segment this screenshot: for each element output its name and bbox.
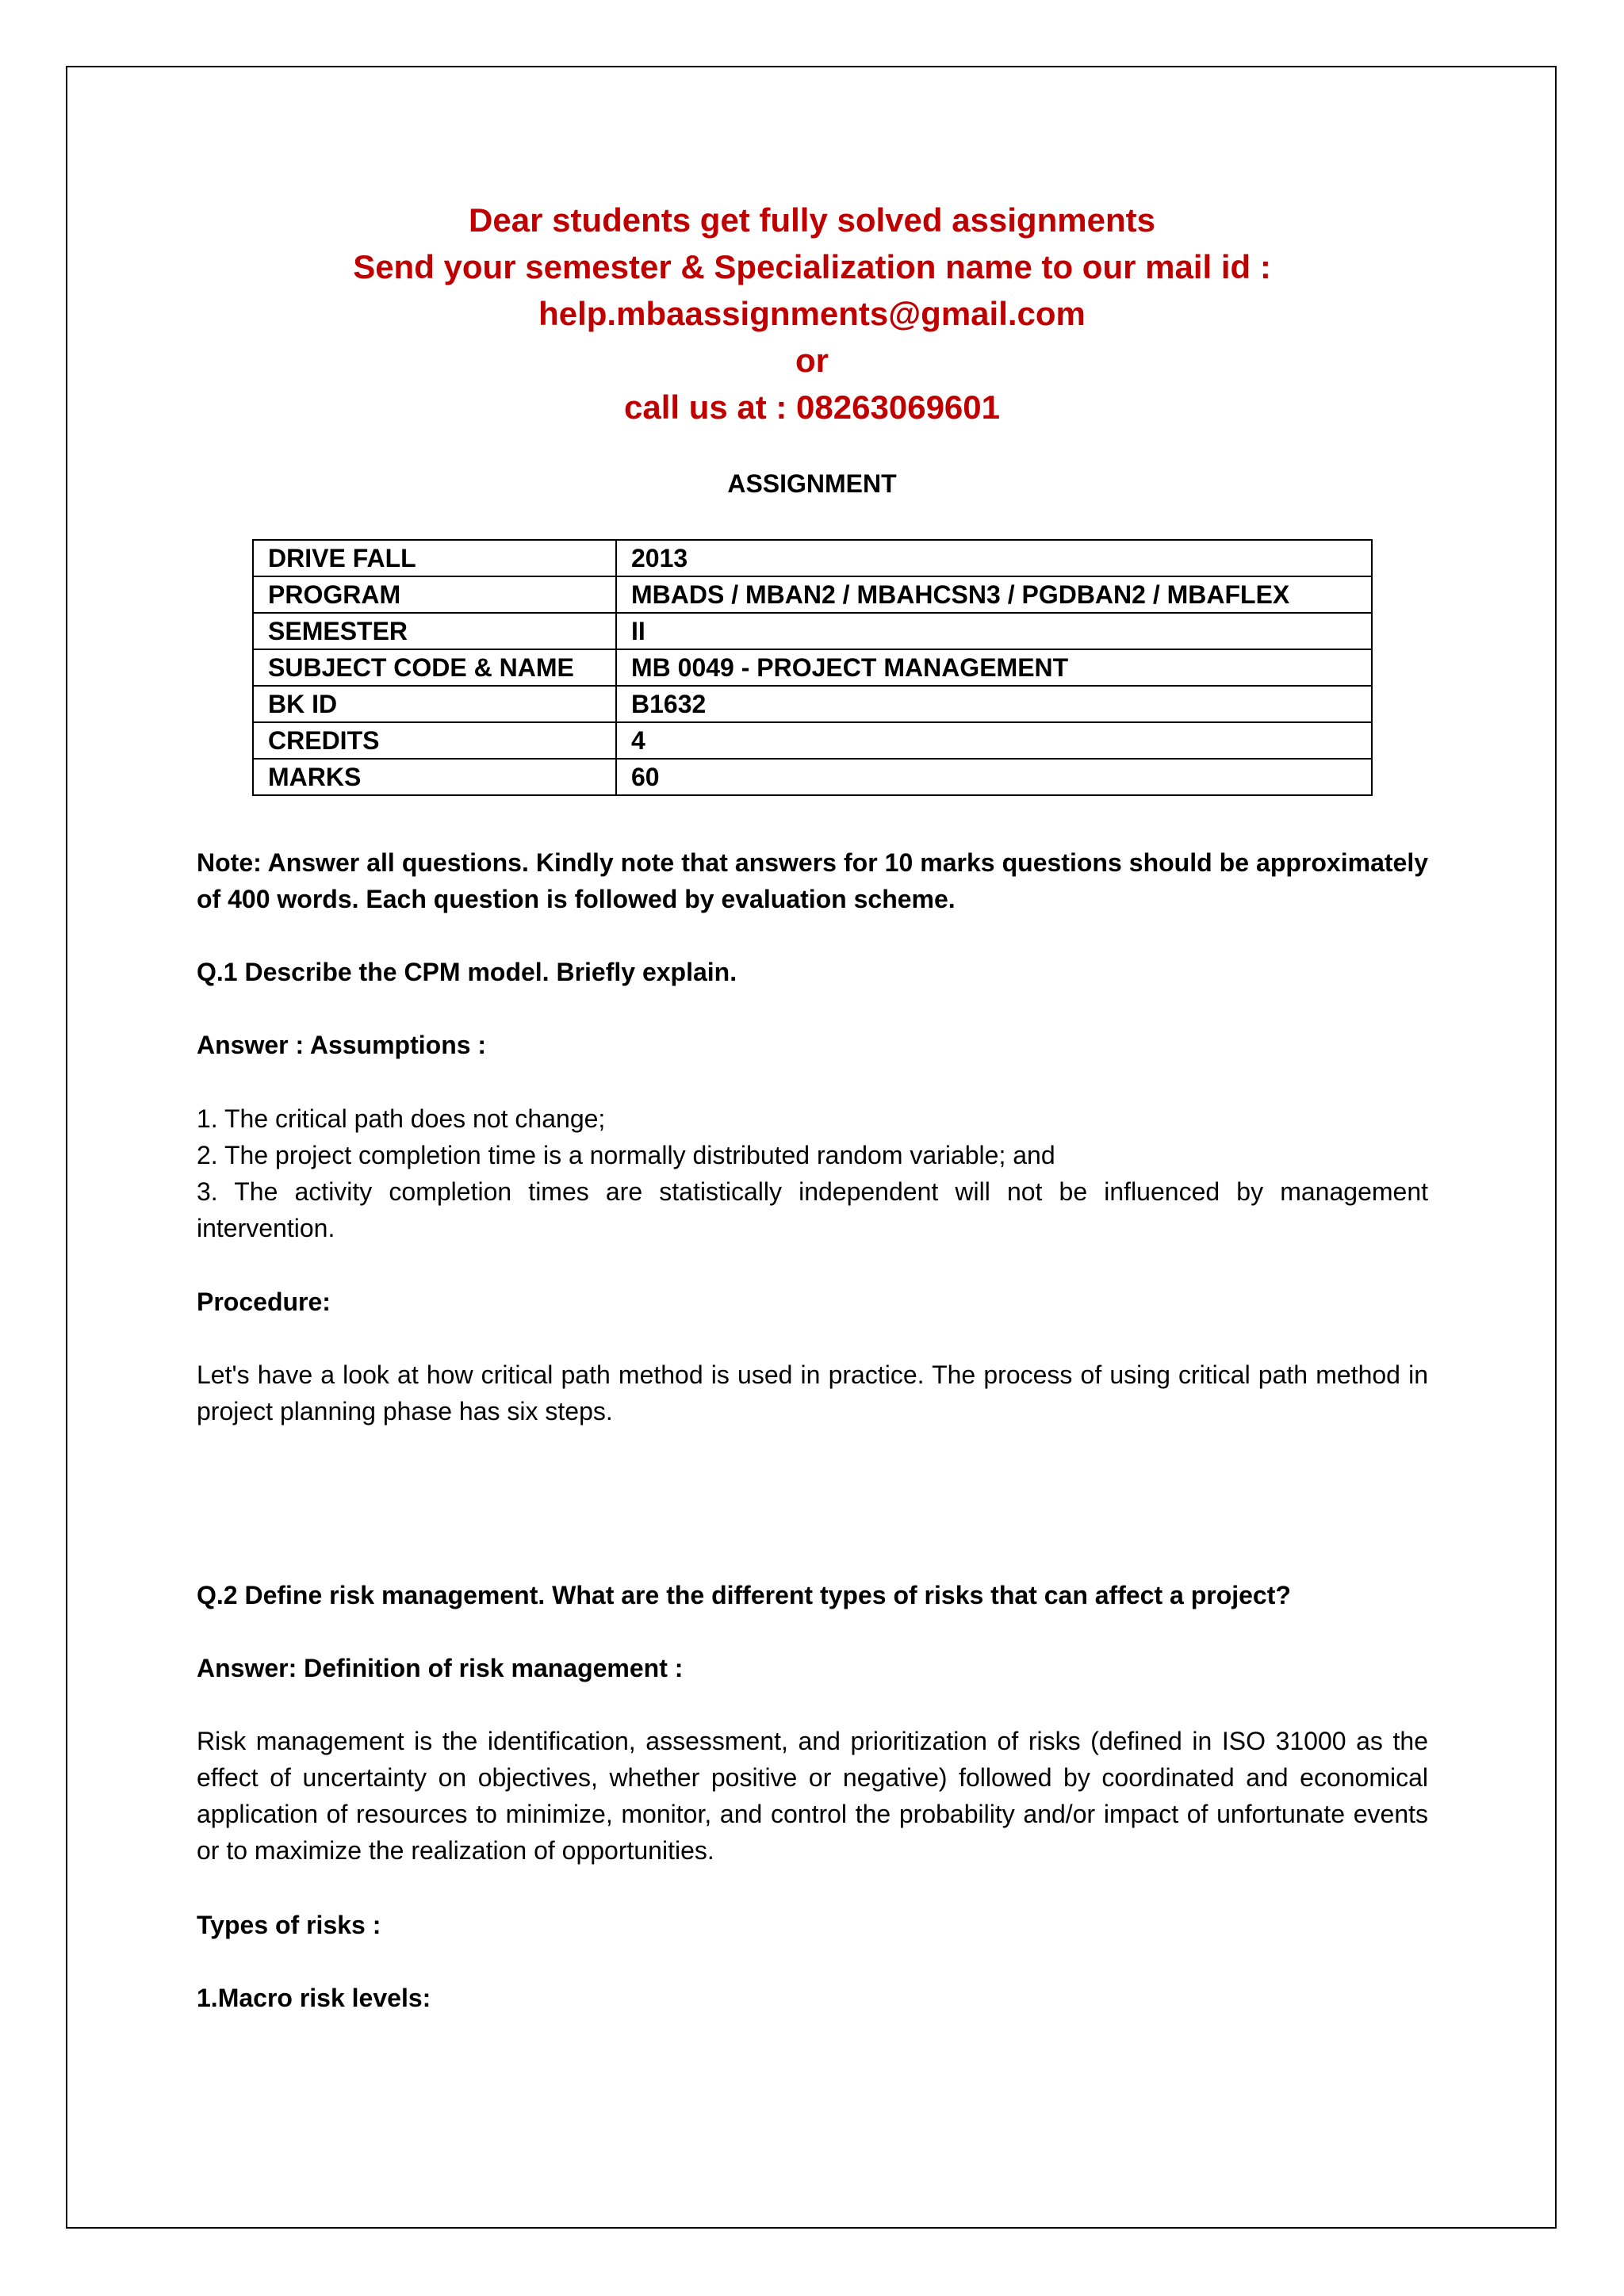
promo-line-or: or xyxy=(795,342,829,379)
q2-definition: Risk management is the identification, assessment, and prioritization of risks (defined in ISO 31000 as the effect of uncertainty on objectives, whether positive or negative) followed by coordinated and economical application of resources to minimize, monitor, and control the probability and/or impact of unfortunate events or to maximize the realization of opportunities. xyxy=(197,1727,1428,1865)
table-value: II xyxy=(616,613,1372,649)
table-value: B1632 xyxy=(616,686,1372,722)
q1-question: Q.1 Describe the CPM model. Briefly explain. xyxy=(197,958,737,986)
table-value: 60 xyxy=(616,759,1372,795)
assignment-title: ASSIGNMENT xyxy=(727,469,897,498)
table-key: SUBJECT CODE & NAME xyxy=(253,649,616,686)
table-key: SEMESTER xyxy=(253,613,616,649)
q1-answer-heading: Answer : Assumptions : xyxy=(197,1031,487,1059)
table-row xyxy=(253,540,1372,576)
table-key: DRIVE FALL xyxy=(253,540,616,576)
q2-question: Q.2 Define risk management. What are the different types of risks that can affect a project? xyxy=(197,1581,1291,1609)
list-item: 3. The activity completion times are statistically independent will not be influenced by management intervention. xyxy=(197,1177,1428,1242)
q1-procedure-text: Let's have a look at how critical path method is used in practice. The process of using critical path method in project planning phase has six steps. xyxy=(197,1360,1428,1425)
list-item: 1. The critical path does not change; xyxy=(197,1104,606,1133)
table-row xyxy=(253,576,1372,613)
q1-assumptions-list xyxy=(197,1100,1428,1246)
promo-email[interactable]: help.mbaassignments@gmail.com xyxy=(538,295,1086,332)
table-row xyxy=(253,759,1372,795)
info-table xyxy=(252,539,1373,796)
table-row xyxy=(253,649,1372,686)
table-value: 2013 xyxy=(616,540,1372,576)
table-key: BK ID xyxy=(253,686,616,722)
table-row xyxy=(253,686,1372,722)
promo-phone[interactable]: call us at : 08263069601 xyxy=(623,388,1001,426)
list-item: 2. The project completion time is a normally distributed random variable; and xyxy=(197,1141,1055,1169)
table-value: MBADS / MBAN2 / MBAHCSN3 / PGDBAN2 / MBAFLEX xyxy=(616,576,1372,613)
table-value: MB 0049 - PROJECT MANAGEMENT xyxy=(616,649,1372,686)
promo-banner xyxy=(0,197,1624,430)
table-key: MARKS xyxy=(253,759,616,795)
table-key: CREDITS xyxy=(253,722,616,759)
note-paragraph: Note: Answer all questions. Kindly note that answers for 10 marks questions should be approximately of 400 words. Each question is followed by evaluation scheme. xyxy=(197,848,1428,913)
promo-line-1: Dear students get fully solved assignments xyxy=(469,201,1155,239)
table-row xyxy=(253,722,1372,759)
q2-answer-heading: Answer: Definition of risk management : xyxy=(197,1654,684,1682)
table-value: 4 xyxy=(616,722,1372,759)
q2-types-heading: Types of risks : xyxy=(197,1911,381,1939)
q2-macro-heading: 1.Macro risk levels: xyxy=(197,1984,431,2012)
q1-procedure-heading: Procedure: xyxy=(197,1288,331,1316)
table-row xyxy=(253,613,1372,649)
promo-line-2: Send your semester & Specialization name to our mail id : xyxy=(353,248,1271,285)
table-key: PROGRAM xyxy=(253,576,616,613)
